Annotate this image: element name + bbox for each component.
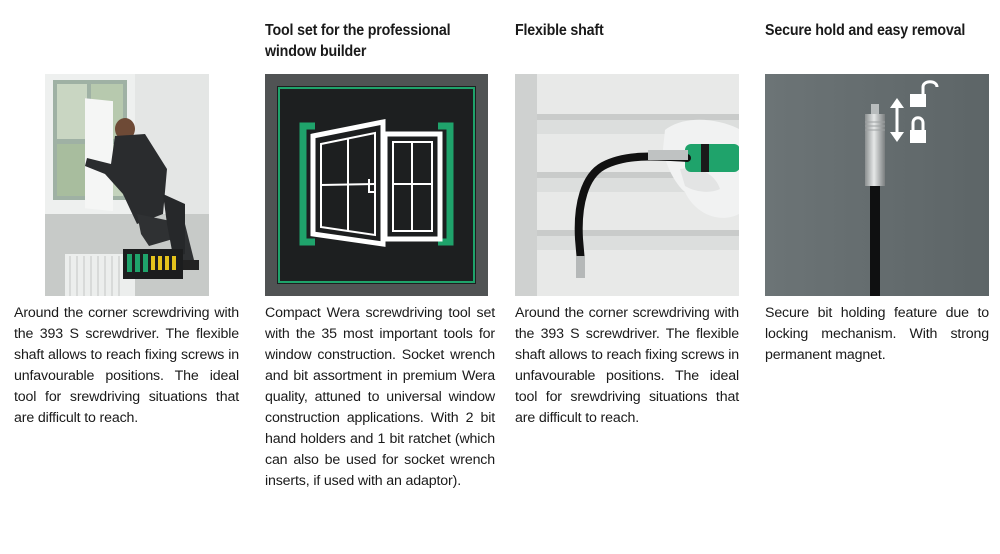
worker-photo — [45, 74, 209, 296]
window-icon-graphic — [265, 74, 488, 296]
heading-line: Tool set for the professional — [265, 22, 451, 39]
feature-heading: Flexible shaft — [515, 22, 604, 39]
bit-holder-graphic — [765, 74, 989, 296]
bit-holder-photo — [765, 74, 989, 296]
feature-heading — [265, 20, 477, 62]
feature-description: Around the corner screwdriving with the 393 S screwdriver. The flexible shaft allows to reach fixing screws in unfavourable positions. The ideal tool for srewdriving situations that are difficult to reach. — [515, 305, 739, 426]
feature-description: Secure bit holding feature due to locking mechanism. With strong permanent magnet. — [765, 305, 989, 363]
flexible-shaft-graphic — [515, 74, 739, 296]
window-frame-icon — [265, 74, 488, 296]
feature-description: Compact Wera screwdriving tool set with the 35 most important tools for window construction. Socket wrench and bit assortment in premium Wera quality, attuned to universal window construction applications. With 2 bit hand holders and 1 bit ratchet (which can also be used for socket wrench inserts, if used with an adaptor). — [265, 305, 495, 489]
feature-heading: Secure hold and easy removal — [765, 22, 966, 39]
heading-line: window builder — [265, 43, 367, 60]
flexible-shaft-photo — [515, 74, 739, 296]
feature-description: Around the corner screwdriving with the 393 S screwdriver. The flexible shaft allows to reach fixing screws in unfavourable positions. The ideal tool for srewdriving situations that are difficult to reach. — [14, 305, 239, 426]
worker-photo-graphic — [45, 74, 209, 296]
